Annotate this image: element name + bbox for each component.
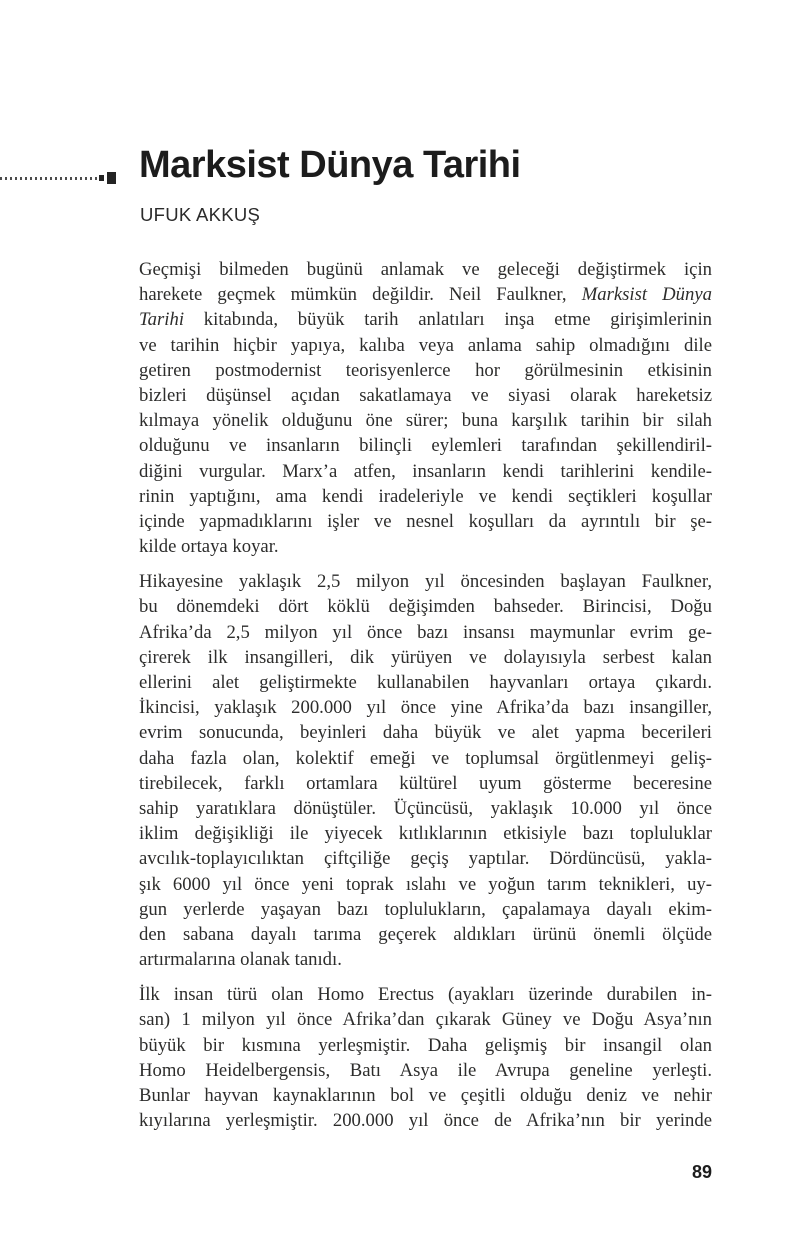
body-line: bizleri düşünsel açıdan sakatlamaya ve siyasi olarak hareketsiz (139, 384, 712, 406)
body-line: Afrika’da 2,5 milyon yıl önce bazı insansı maymunlar evrim ge- (139, 621, 712, 643)
page-title: Marksist Dünya Tarihi (139, 144, 521, 186)
body-line: san) 1 milyon yıl önce Afrika’dan çıkarak Güney ve Doğu Asya’nın (139, 1009, 712, 1031)
body-line: kıyılarına yerleşmiştir. 200.000 yıl önce de Afrika’nın bir yerinde (139, 1110, 712, 1132)
body-line: İkincisi, yaklaşık 200.000 yıl önce yine Afrika’da bazı insangiller, (139, 697, 712, 719)
body-line: Tarihi kitabında, büyük tarih anlatıları inşa etme girişimlerinin (139, 309, 712, 331)
body-line: İlk insan türü olan Homo Erectus (ayakları üzerinde durabilen in- (139, 984, 712, 1006)
body-line: olduğunu ve insanların bilinçli eylemleri tarafından şekillendiril- (139, 435, 712, 457)
body-line: kılmaya yönelik olduğunu öne sürer; buna karşılık tarihin bir silah (139, 410, 712, 432)
body-line: avcılık-toplayıcılıktan çiftçiliğe geçiş yaptılar. Dördüncüsü, yakla- (139, 848, 712, 870)
body-line: harekete geçmek mümkün değildir. Neil Faulkner, Marksist Dünya (139, 284, 712, 306)
body-line: rinin yaptığını, ama kendi iradeleriyle ve kendi seçtikleri koşullar (139, 485, 712, 507)
body-line: Geçmişi bilmeden bugünü anlamak ve geleceği değiştirmek için (139, 259, 712, 280)
paragraph (139, 257, 712, 559)
body-line: iklim değişikliği ile yiyecek kıtlıklarının etkisiyle bazı topluluklar (139, 823, 712, 845)
paragraph (139, 569, 712, 972)
body-line: Bunlar hayvan kaynaklarının bol ve çeşitli olduğu deniz ve nehir (139, 1085, 712, 1106)
large-square-ornament (107, 172, 116, 184)
small-square-ornament (99, 175, 104, 181)
body-line: evrim sonucunda, beyinleri daha büyük ve alet yapma becerileri (139, 722, 712, 744)
page-number: 89 (691, 1162, 712, 1182)
body-line: daha fazla olan, kolektif emeği ve toplumsal örgütlenmeyi geliş- (139, 747, 712, 769)
body-line: gun yerlerde yaşayan bazı toplulukların, çapalamaya dayalı ekim- (139, 898, 712, 920)
body-line: sahip yaratıklara dönüştüler. Üçüncüsü, yaklaşık 10.000 yıl önce (139, 797, 712, 819)
body-line: tirebilecek, farklı ortamlara kültürel uyum gösterme beceresine (139, 772, 712, 794)
body-line: diğini vurgular. Marx’a atfen, insanların kendi tarihlerini kendile- (139, 460, 712, 482)
body-line: Homo Heidelbergensis, Batı Asya ile Avrupa geneline yerleşti. (139, 1059, 712, 1081)
body-line: içinde yapmadıklarını işler ve nesnel koşulları da ayrıntılı bir şe- (139, 510, 712, 532)
body-line: artırmalarına olanak tanıdı. (139, 949, 342, 971)
body-line: ve tarihin hiçbir yapıya, kalıba veya anlama sahip olmadığını dile (139, 334, 712, 356)
body-line: büyük bir kısmına yerleşmiştir. Daha gelişmiş bir insangil olan (139, 1034, 712, 1056)
author-byline: UFUK AKKUŞ (140, 204, 261, 225)
body-line: den sabana dayalı tarıma geçerek aldıkları ürünü önemli ölçüde (139, 923, 712, 945)
body-line: kilde ortaya koyar. (139, 536, 279, 558)
body-line: şık 6000 yıl önce yeni toprak ıslahı ve yoğun tarım teknikleri, uy- (139, 873, 712, 895)
body-line: Hikayesine yaklaşık 2,5 milyon yıl öncesinden başlayan Faulkner, (139, 571, 712, 593)
body-line: bu dönemdeki dört köklü değişimden bahseder. Birincisi, Doğu (139, 596, 712, 618)
body-line: çirerek ilk insangilleri, dik yürüyen ve dolayısıyla serbest kalan (139, 646, 712, 668)
body-line: ellerini alet geliştirmekte kullanabilen hayvanları ortaya çıkardı. (139, 672, 712, 693)
paragraph (139, 982, 712, 1133)
body-line: getiren postmodernist teorisyenlerce hor görülmesinin etkisinin (139, 359, 712, 381)
article-body (139, 257, 712, 1143)
dotted-rule-ornament (0, 177, 97, 180)
